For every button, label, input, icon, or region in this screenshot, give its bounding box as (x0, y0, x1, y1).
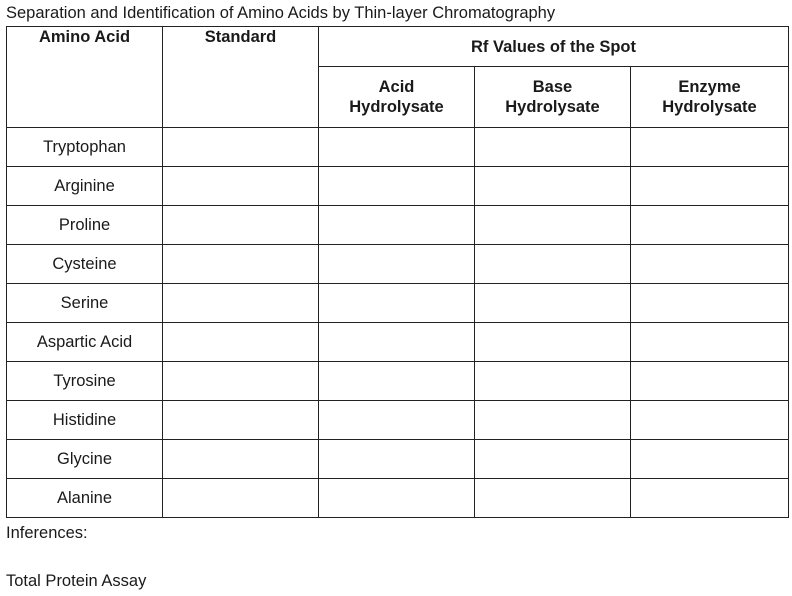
enzyme-hydrolysate-cell (631, 479, 789, 518)
base-hydrolysate-cell (475, 206, 631, 245)
enzyme-hydrolysate-cell (631, 284, 789, 323)
acid-hydrolysate-cell (319, 167, 475, 206)
table-row (7, 440, 789, 479)
standard-cell (163, 128, 319, 167)
standard-cell (163, 206, 319, 245)
header-base-line2: Hydrolysate (505, 98, 600, 116)
amino-acid-cell: Glycine (7, 440, 163, 479)
table-row (7, 479, 789, 518)
table-row (7, 362, 789, 401)
header-standard: Standard (163, 27, 319, 128)
acid-hydrolysate-cell (319, 401, 475, 440)
amino-acid-cell: Arginine (7, 167, 163, 206)
enzyme-hydrolysate-cell (631, 245, 789, 284)
standard-cell (163, 323, 319, 362)
total-protein-assay-heading: Total Protein Assay (6, 572, 147, 590)
base-hydrolysate-cell (475, 323, 631, 362)
acid-hydrolysate-cell (319, 206, 475, 245)
standard-cell (163, 245, 319, 284)
table-row (7, 284, 789, 323)
standard-cell (163, 479, 319, 518)
header-enzyme-line1: Enzyme (678, 78, 741, 96)
acid-hydrolysate-cell (319, 479, 475, 518)
inferences-label: Inferences: (6, 524, 88, 542)
enzyme-hydrolysate-cell (631, 362, 789, 401)
standard-cell (163, 167, 319, 206)
header-acid-hydrolysate (319, 67, 475, 128)
table-row (7, 206, 789, 245)
base-hydrolysate-cell (475, 440, 631, 479)
enzyme-hydrolysate-cell (631, 128, 789, 167)
acid-hydrolysate-cell (319, 284, 475, 323)
base-hydrolysate-cell (475, 401, 631, 440)
amino-acid-cell: Alanine (7, 479, 163, 518)
amino-acid-cell: Tyrosine (7, 362, 163, 401)
table-row (7, 167, 789, 206)
table-row (7, 323, 789, 362)
page-title: Separation and Identification of Amino Acids by Thin-layer Chromatography (6, 4, 556, 22)
acid-hydrolysate-cell (319, 245, 475, 284)
header-base-hydrolysate (475, 67, 631, 128)
standard-cell (163, 401, 319, 440)
header-enzyme-line2: Hydrolysate (662, 98, 757, 116)
header-amino-acid: Amino Acid (7, 27, 163, 128)
base-hydrolysate-cell (475, 479, 631, 518)
amino-acid-cell: Proline (7, 206, 163, 245)
acid-hydrolysate-cell (319, 362, 475, 401)
header-rf-values: Rf Values of the Spot (319, 27, 789, 67)
enzyme-hydrolysate-cell (631, 206, 789, 245)
table-row (7, 128, 789, 167)
standard-cell (163, 440, 319, 479)
amino-acid-cell: Aspartic Acid (7, 323, 163, 362)
header-base-line1: Base (532, 78, 573, 96)
acid-hydrolysate-cell (319, 323, 475, 362)
amino-acid-cell: Cysteine (7, 245, 163, 284)
enzyme-hydrolysate-cell (631, 401, 789, 440)
standard-cell (163, 284, 319, 323)
base-hydrolysate-cell (475, 167, 631, 206)
base-hydrolysate-cell (475, 245, 631, 284)
acid-hydrolysate-cell (319, 128, 475, 167)
table-row (7, 245, 789, 284)
base-hydrolysate-cell (475, 284, 631, 323)
header-acid-line1: Acid (378, 78, 415, 96)
amino-acid-cell: Tryptophan (7, 128, 163, 167)
enzyme-hydrolysate-cell (631, 323, 789, 362)
header-enzyme-hydrolysate (631, 67, 789, 128)
header-acid-line2: Hydrolysate (349, 98, 444, 116)
amino-acid-cell: Histidine (7, 401, 163, 440)
enzyme-hydrolysate-cell (631, 440, 789, 479)
base-hydrolysate-cell (475, 128, 631, 167)
table-row (7, 401, 789, 440)
rf-values-table (6, 26, 789, 518)
standard-cell (163, 362, 319, 401)
enzyme-hydrolysate-cell (631, 167, 789, 206)
acid-hydrolysate-cell (319, 440, 475, 479)
base-hydrolysate-cell (475, 362, 631, 401)
amino-acid-cell: Serine (7, 284, 163, 323)
